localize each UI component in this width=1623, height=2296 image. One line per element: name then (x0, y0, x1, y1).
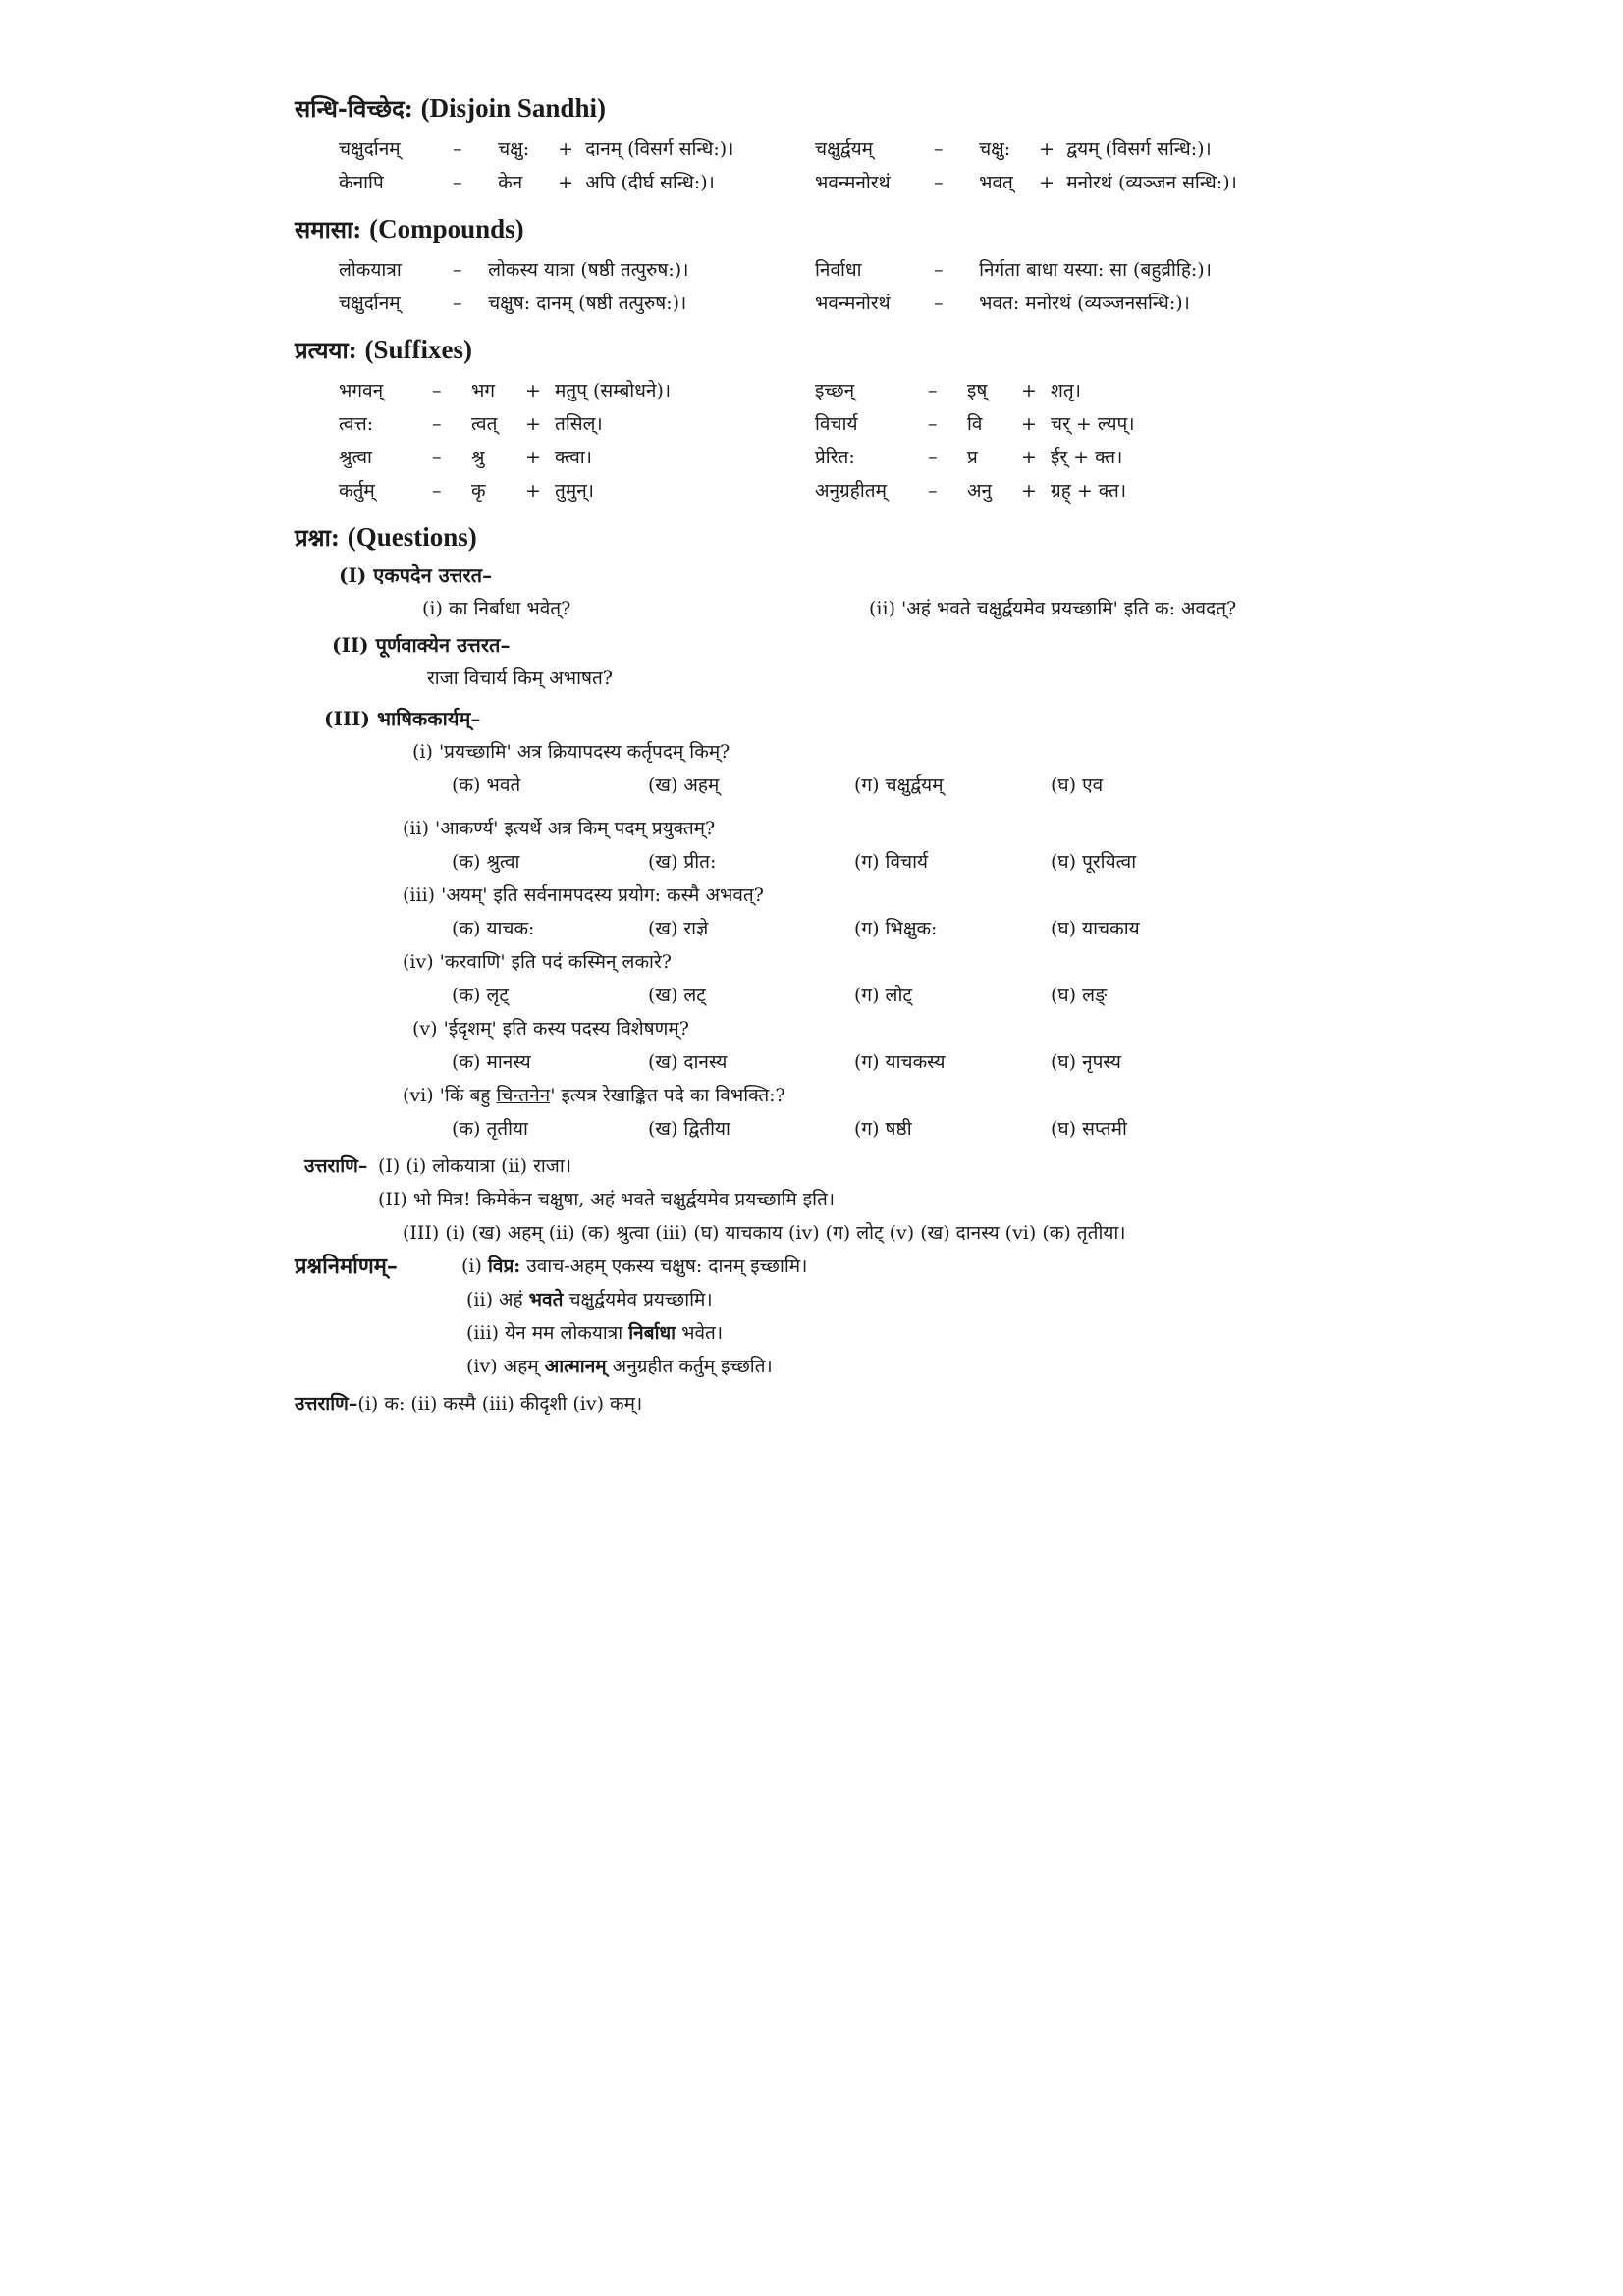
part: दानम् (विसर्ग सन्धि:)। (585, 138, 734, 160)
question-text: (v) 'ईदृशम्' इति कस्य पदस्य विशेषणम्? (412, 1018, 689, 1040)
option: (ख) द्वितीया (648, 1118, 730, 1140)
question-text-part: (vi) 'किं बहु (403, 1085, 497, 1106)
bold-word: विप्र: (487, 1255, 521, 1277)
question-text: (ii) 'अहं भवते चक्षुर्द्वयमेव प्रयच्छामि' इति क: अवदत्? (869, 598, 1237, 619)
table-row (295, 133, 1375, 166)
word: लोकयात्रा (339, 259, 402, 281)
part: केन (498, 172, 523, 193)
vigraha: निर्गता बाधा यस्या: सा (बहुव्रीहि:)। (979, 259, 1212, 281)
table-row (295, 166, 1375, 199)
vigraha: भवत: मनोरथं (व्यञ्जनसन्धि:)। (979, 293, 1190, 314)
word: चक्षुर्दानम् (339, 138, 401, 160)
cell: भगवन् (339, 380, 384, 401)
part: भवत् (979, 172, 1013, 193)
question-row (295, 592, 1375, 625)
table-row (295, 407, 1375, 441)
option: (क) भवते (452, 774, 521, 796)
cell: + (1021, 480, 1037, 502)
pratyaya-table (295, 374, 1375, 507)
part: चक्षु: (979, 138, 1011, 160)
cell: – (432, 380, 442, 401)
part: द्वयम् (विसर्ग सन्धि:)। (1066, 138, 1212, 160)
dash: – (453, 172, 462, 193)
option: (घ) सप्तमी (1051, 1118, 1127, 1140)
cell: इच्छन् (815, 380, 855, 401)
dash: – (934, 172, 944, 193)
question-text: (ii) 'आकर्ण्य' इत्यर्थे अत्र किम् पदम् प्रयुक्तम्? (403, 818, 716, 839)
option: (ग) चक्षुर्द्वयम् (854, 774, 944, 796)
cell: कर्तुम् (339, 480, 375, 502)
word: चक्षुर्दानम् (339, 293, 401, 314)
cell: अनुग्रहीतम् (815, 480, 887, 502)
vigraha: लोकस्य यात्रा (षष्ठी तत्पुरुष:)। (488, 259, 689, 281)
nirmanam-item (295, 1250, 1375, 1283)
cell: अनु (967, 480, 993, 502)
dash: – (453, 293, 462, 314)
part: चक्षु: (498, 138, 530, 160)
answers-label: उत्तराणि– (304, 1155, 368, 1177)
option: (ख) अहम् (648, 774, 720, 796)
dash: – (934, 293, 944, 314)
options-row (295, 979, 1375, 1012)
plus: + (1039, 138, 1055, 160)
document-page (295, 79, 1375, 1420)
option: (ख) लट् (648, 985, 706, 1006)
question-text: राजा विचार्य किम् अभाषत? (427, 667, 613, 689)
cell: इष् (967, 380, 988, 401)
nirmanam-label: प्रश्ननिर्माणम्– (295, 1254, 398, 1279)
options-row (295, 845, 1375, 879)
option: (घ) याचकाय (1051, 918, 1140, 939)
table-row (295, 253, 1375, 287)
question-text: (iv) 'करवाणि' इति पदं कस्मिन् लकारे? (403, 951, 672, 973)
options-row (295, 1112, 1375, 1146)
option: (क) तृतीया (452, 1118, 528, 1140)
underlined-word: चिन्तनेन (496, 1085, 551, 1106)
answer-line: (III) (i) (ख) अहम् (ii) (क) श्रुत्वा (iii) (घ) याचकाय (iv) (ग) लोट् (v) (ख) दानस्य (vi) (क) तृतीया। (403, 1222, 1126, 1244)
prashnanirmanam-section (295, 1250, 1375, 1383)
cell: – (432, 413, 442, 435)
cell: ग्रह् + क्त। (1051, 480, 1127, 502)
cell: प्रेरित: (815, 447, 855, 468)
answer-line: (I) (i) लोकयात्रा (ii) राजा। (378, 1155, 572, 1177)
text-part: उवाच-अहम् एकस्य चक्षुष: दानम् इच्छामि। (520, 1255, 808, 1277)
word: केनापि (339, 172, 384, 193)
option: (घ) पूरयित्वा (1051, 851, 1137, 873)
option: (ग) लोट् (854, 985, 912, 1006)
option: (ग) विचार्य (854, 851, 929, 873)
cell: कृ (471, 480, 486, 502)
question-text (295, 1079, 1375, 1112)
answer-line: (i) क: (ii) कस्मै (iii) कीदृशी (iv) कम्। (357, 1393, 643, 1415)
option: (ख) राज्ञे (648, 918, 709, 939)
option: (ग) याचकस्य (854, 1051, 946, 1073)
answer-line: (II) भो मित्र! किमेकेन चक्षुषा, अहं भवते चक्षुर्द्वयमेव प्रयच्छामि इति। (378, 1189, 836, 1210)
options-row (295, 912, 1375, 945)
cell: + (1021, 413, 1037, 435)
samasa-table (295, 253, 1375, 320)
part: अपि (दीर्घ सन्धि:)। (585, 172, 715, 193)
option: (क) श्रुत्वा (452, 851, 520, 873)
bold-word: भवते (528, 1289, 564, 1310)
option: (क) याचक: (452, 918, 535, 939)
cell: + (525, 413, 541, 435)
plus: + (558, 138, 574, 160)
cell: तुमुन्। (555, 480, 594, 502)
table-row (295, 374, 1375, 407)
question-text-part: ' इत्यत्र रेखाङ्कित पदे का विभक्ति:? (550, 1085, 785, 1106)
word: निर्वाधा (815, 259, 862, 281)
dash: – (453, 138, 462, 160)
vigraha: चक्षुष: दानम् (षष्ठी तत्पुरुष:)। (488, 293, 687, 314)
cell: – (928, 380, 938, 401)
bhashika-list (295, 735, 1375, 1146)
cell: – (928, 447, 938, 468)
cell: त्वत्त: (339, 413, 374, 435)
dash: – (934, 259, 944, 281)
cell: विचार्य (815, 413, 858, 435)
text-part: भवेत। (676, 1322, 724, 1344)
cell: तसिल्। (555, 413, 603, 435)
cell: त्वत् (471, 413, 498, 435)
sandhi-table (295, 133, 1375, 199)
dash: – (934, 138, 944, 160)
cell: प्र (967, 447, 978, 468)
table-row (295, 287, 1375, 320)
options-row (295, 769, 1375, 802)
dash: – (453, 259, 462, 281)
nirmanam-item (295, 1316, 1375, 1350)
cell: श्रुत्वा (339, 447, 372, 468)
text-part: (ii) अहं (466, 1289, 529, 1310)
nirmanam-text (461, 1250, 807, 1283)
subsection-bhashika: (III) भाषिककार्यम्– (324, 707, 481, 730)
cell: + (525, 380, 541, 401)
option: (क) लृट् (452, 985, 509, 1006)
bold-word: निर्बाधा (628, 1322, 676, 1344)
part: मनोरथं (व्यञ्जन सन्धि:)। (1066, 172, 1237, 193)
option: (क) मानस्य (452, 1051, 531, 1073)
cell: भग (471, 380, 496, 401)
word: चक्षुर्द्वयम् (815, 138, 873, 160)
question-text: (iii) 'अयम्' इति सर्वनामपदस्य प्रयोग: कस्मै अभवत्? (403, 884, 764, 906)
cell: श्रु (471, 447, 485, 468)
heading-text-en: (Disjoin Sandhi) (420, 93, 606, 123)
heading-text: प्रश्ना: (295, 523, 340, 552)
nirmanam-answer-row (295, 1387, 1375, 1420)
heading-text-en: (Suffixes) (364, 335, 473, 364)
cell: + (1021, 380, 1037, 401)
answers-label: उत्तराणि– (295, 1393, 358, 1415)
section-heading-pratyaya (295, 334, 1375, 366)
options-row (295, 1045, 1375, 1079)
heading-text: समासा: (295, 215, 362, 243)
cell: + (525, 447, 541, 468)
table-row (295, 441, 1375, 474)
option: (ग) षष्ठी (854, 1118, 912, 1140)
cell: क्त्वा। (555, 447, 592, 468)
section-heading-sandhi (295, 92, 1375, 125)
heading-text-en: (Questions) (347, 522, 477, 552)
cell: + (1021, 447, 1037, 468)
option: (घ) नृपस्य (1051, 1051, 1121, 1073)
cell: – (928, 480, 938, 502)
option: (ग) भिक्षुक: (854, 918, 938, 939)
question-text: (i) 'प्रयच्छामि' अत्र क्रियापदस्य कर्तृपदम् किम्? (412, 741, 730, 763)
bold-word: आत्मानम् (544, 1356, 607, 1377)
word: भवन्मनोरथं (815, 293, 891, 314)
text-part: (iv) अहम् (466, 1356, 545, 1377)
option: (ख) प्रीत: (648, 851, 717, 873)
cell: – (432, 480, 442, 502)
cell: + (525, 480, 541, 502)
subsection-ekapadena: (I) एकपदेन उत्तरत– (339, 563, 493, 587)
plus: + (558, 172, 574, 193)
text-part: (i) (461, 1255, 488, 1277)
option: (घ) एव (1051, 774, 1104, 796)
cell: शतृ। (1051, 380, 1081, 401)
table-row (295, 474, 1375, 507)
section-heading-questions (295, 521, 1375, 554)
cell: ईर् + क्त। (1051, 447, 1123, 468)
heading-text: प्रत्यया: (295, 336, 357, 364)
text-part: चक्षुर्द्वयमेव प्रयच्छामि। (563, 1289, 713, 1310)
cell: – (928, 413, 938, 435)
cell: वि (967, 413, 983, 435)
cell: मतुप् (सम्बोधने)। (555, 380, 672, 401)
section-heading-samasa (295, 213, 1375, 245)
option: (घ) लङ् (1051, 985, 1108, 1006)
nirmanam-item (295, 1350, 1375, 1383)
heading-text-en: (Compounds) (369, 214, 524, 243)
plus: + (1039, 172, 1055, 193)
heading-text: सन्धि-विच्छेद: (295, 94, 413, 123)
nirmanam-item (295, 1283, 1375, 1316)
option: (ख) दानस्य (648, 1051, 728, 1073)
subsection-purnavakyena: (II) पूर्णवाक्येन उत्तरत– (332, 633, 511, 657)
question-text: (i) का निर्बाधा भवेत्? (422, 598, 571, 619)
word: भवन्मनोरथं (815, 172, 891, 193)
text-part: (iii) येन मम लोकयात्रा (466, 1322, 629, 1344)
cell: – (432, 447, 442, 468)
cell: चर् + ल्यप्। (1051, 413, 1135, 435)
text-part: अनुग्रहीत कर्तुम् इच्छति। (606, 1356, 773, 1377)
answers-row (295, 1149, 1375, 1183)
